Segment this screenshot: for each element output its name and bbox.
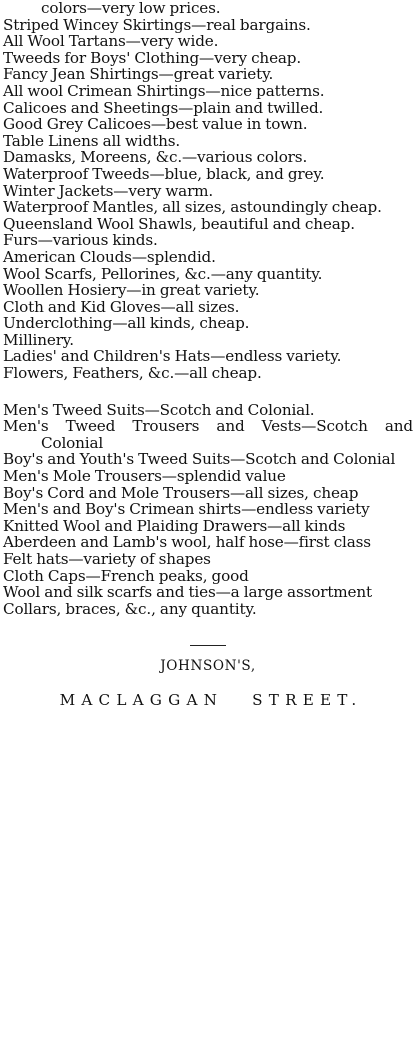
list-item: All wool Crimean Shirtings—nice patterns. bbox=[3, 81, 325, 100]
mens-goods-list bbox=[3, 402, 413, 618]
list-item: Underclothing—all kinds, cheap. bbox=[3, 314, 250, 333]
list-item: Millinery. bbox=[3, 330, 74, 349]
list-item: Fancy Jean Shirtings—great variety. bbox=[3, 65, 274, 84]
list-item: Striped Wincey Skirtings—real bargains. bbox=[3, 15, 311, 34]
list-item: Calicoes and Sheetings—plain and twilled. bbox=[3, 98, 324, 117]
shop-name: JOHNSON'S, bbox=[160, 658, 256, 675]
list-item: Flowers, Feathers, &c.—all cheap. bbox=[3, 364, 262, 383]
list-item: Waterproof Tweeds—blue, black, and grey. bbox=[3, 164, 325, 183]
list-item: Cloth and Kid Gloves—all sizes. bbox=[3, 297, 240, 316]
list-item: Table Linens all widths. bbox=[3, 131, 181, 150]
list-item: All Wool Tartans—very wide. bbox=[3, 32, 219, 51]
divider-rule bbox=[190, 645, 226, 646]
list-item: Waterproof Mantles, all sizes, astoundingly cheap. bbox=[3, 198, 382, 217]
list-item: American Clouds—splendid. bbox=[3, 247, 216, 266]
list-item: Collars, braces, &c., any quantity. bbox=[3, 599, 257, 618]
list-item: Tweeds for Boys' Clothing—very cheap. bbox=[3, 48, 302, 67]
list-item: Cloth Caps—French peaks, good bbox=[3, 566, 249, 585]
list-item: Boy's and Youth's Tweed Suits—Scotch and Colonial bbox=[3, 450, 396, 469]
section-gap bbox=[3, 382, 413, 402]
list-item: Wool Scarfs, Pellorines, &c.—any quantity. bbox=[3, 264, 323, 283]
list-item: Ladies' and Children's Hats—endless variety. bbox=[3, 347, 342, 366]
list-item: Men's Tweed Trousers and Vests—Scotch and Colonial bbox=[3, 417, 413, 452]
list-item: Wool and silk scarfs and ties—a large assortment bbox=[3, 583, 372, 602]
list-item: Woollen Hosiery—in great variety. bbox=[3, 281, 260, 300]
list-item: Damasks, Moreens, &c.—various colors. bbox=[3, 148, 308, 167]
list-item: Men's and Boy's Crimean shirts—endless variety bbox=[3, 500, 370, 519]
list-item: Queensland Wool Shawls, beautiful and cheap. bbox=[3, 214, 355, 233]
list-item: Men's Mole Trousers—splendid value bbox=[3, 467, 286, 486]
goods-list bbox=[3, 0, 413, 382]
list-item: Winter Jackets—very warm. bbox=[3, 181, 214, 200]
list-item: Boy's Cord and Mole Trousers—all sizes, cheap bbox=[3, 483, 359, 502]
list-item: Aberdeen and Lamb's wool, half hose—first class bbox=[3, 533, 371, 552]
list-item: Knitted Wool and Plaiding Drawers—all kinds bbox=[3, 516, 346, 535]
lead-line: colors—very low prices. bbox=[41, 0, 221, 17]
street-address: MACLAGGAN STREET. bbox=[59, 691, 363, 710]
list-item: Men's Tweed Suits—Scotch and Colonial. bbox=[3, 400, 315, 419]
list-item: Good Grey Calicoes—best value in town. bbox=[3, 115, 308, 134]
list-item: Furs—various kinds. bbox=[3, 231, 158, 250]
list-item: Felt hats—variety of shapes bbox=[3, 550, 211, 568]
